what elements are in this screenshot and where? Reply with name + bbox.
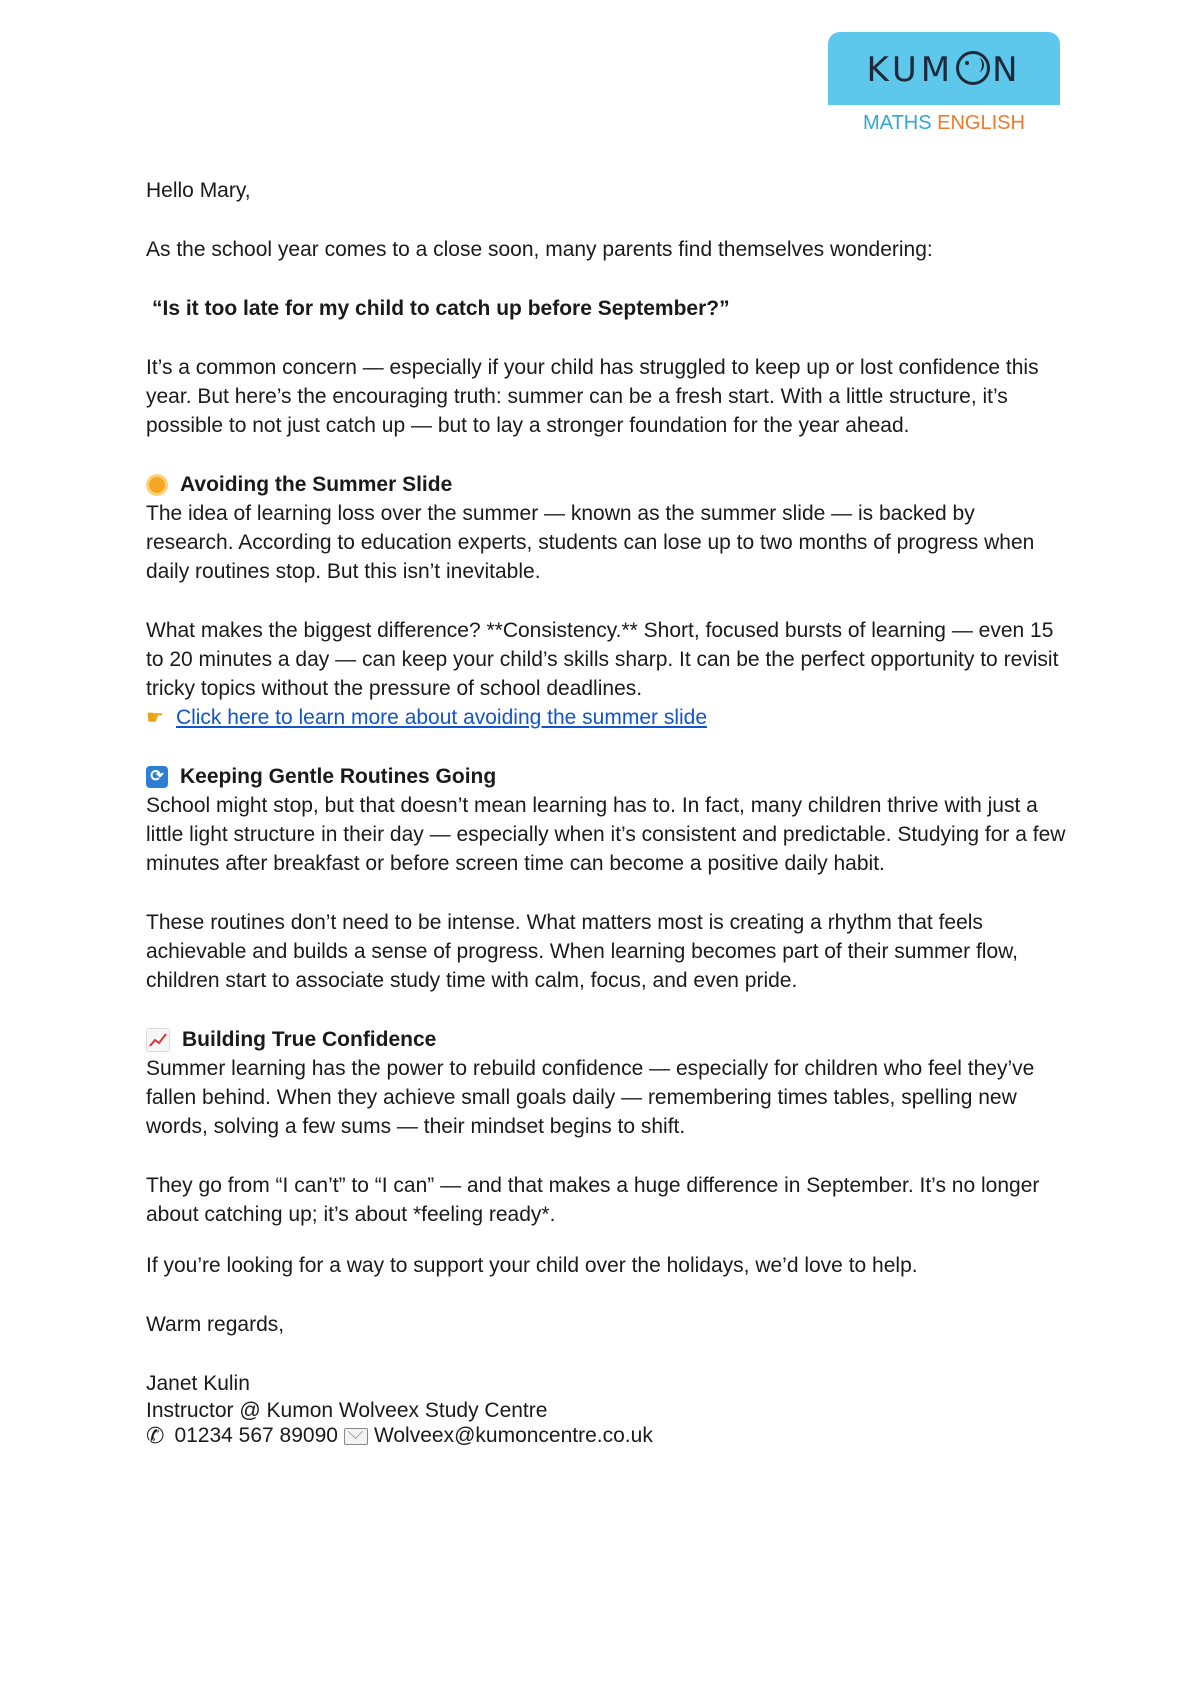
summer-slide-link-row	[146, 703, 1066, 732]
sender-title: Instructor @ Kumon Wolveex Study Centre	[146, 1399, 548, 1422]
closing-line: If you’re looking for a way to support your child over the holidays, we’d love to help.	[146, 1254, 918, 1277]
logo-wordmark-left: KUM	[866, 50, 955, 90]
logo-wordmark	[828, 50, 1060, 90]
phone-icon: ✆	[146, 1423, 165, 1448]
section-paragraph: These routines don’t need to be intense. What matters most is creating a rhythm that feels achievable and builds a sense of progress. When learning becomes part of their summer flow, children start to associate study time with calm, focus, and even pride.	[146, 911, 1018, 992]
logo-face-icon	[956, 51, 990, 85]
chart-up-icon	[146, 1028, 170, 1052]
section-paragraph: School might stop, but that doesn’t mean learning has to. In fact, many children thrive with just a little light structure in their day — especially when it’s consistent and predictable. Studying for a few minutes after breakfast or before screen time can become a positive daily habit.	[146, 794, 1066, 875]
section-title: Keeping Gentle Routines Going	[180, 765, 497, 788]
greeting: Hello Mary,	[146, 179, 251, 202]
section-paragraph: They go from “I can’t” to “I can” — and that makes a huge difference in September. It’s no longer about catching up; it’s about *feeling ready*.	[146, 1174, 1040, 1226]
section-routines-heading	[146, 762, 1066, 791]
section-summer-slide-heading	[146, 470, 1066, 499]
logo-english: ENGLISH	[937, 112, 1025, 134]
cycle-icon: ⟳	[146, 766, 168, 788]
question-quote: “Is it too late for my child to catch up before September?”	[152, 297, 730, 320]
logo-wordmark-right: N	[992, 50, 1022, 90]
opening-paragraph: It’s a common concern — especially if your child has struggled to keep up or lost confidence this year. But here’s the encouraging truth: summer can be a fresh start. With a little structure, it’s possible to not just catch up — but to lay a stronger foundation for the year ahead.	[146, 356, 1039, 437]
section-paragraph: What makes the biggest difference? **Consistency.** Short, focused bursts of learning — even 15 to 20 minutes a day — can keep your child’s skills sharp. It can be the perfect opportunity to revisit tricky topics without the pressure of school deadlines.	[146, 619, 1059, 700]
email-address[interactable]: Wolveex@kumoncentre.co.uk	[373, 1424, 653, 1447]
section-confidence-heading	[146, 1025, 1066, 1054]
phone-number[interactable]: 01234 567 89090	[174, 1424, 338, 1447]
sender-name: Janet Kulin	[146, 1372, 250, 1395]
letter-body	[146, 176, 1066, 1448]
pointing-hand-icon: ☛	[146, 706, 164, 729]
logo-maths: MATHS	[863, 112, 932, 134]
email-icon	[344, 1428, 368, 1445]
contact-line	[146, 1424, 1066, 1448]
section-paragraph: The idea of learning loss over the summer — known as the summer slide — is backed by research. According to education experts, students can lose up to two months of progress when daily routines stop. But this isn’t inevitable.	[146, 502, 1035, 583]
section-title: Building True Confidence	[182, 1028, 437, 1051]
logo-subtitle	[828, 112, 1060, 135]
sun-icon	[149, 477, 165, 493]
section-paragraph: Summer learning has the power to rebuild confidence — especially for children who feel they’ve fallen behind. When they achieve small goals daily — remembering times tables, spelling new words, solving a few sums — their mindset begins to shift.	[146, 1057, 1035, 1138]
kumon-logo	[828, 32, 1060, 105]
intro-paragraph: As the school year comes to a close soon, many parents find themselves wondering:	[146, 238, 933, 261]
section-title: Avoiding the Summer Slide	[180, 473, 453, 496]
summer-slide-link[interactable]: Click here to learn more about avoiding the summer slide	[175, 706, 708, 729]
signoff: Warm regards,	[146, 1313, 285, 1336]
